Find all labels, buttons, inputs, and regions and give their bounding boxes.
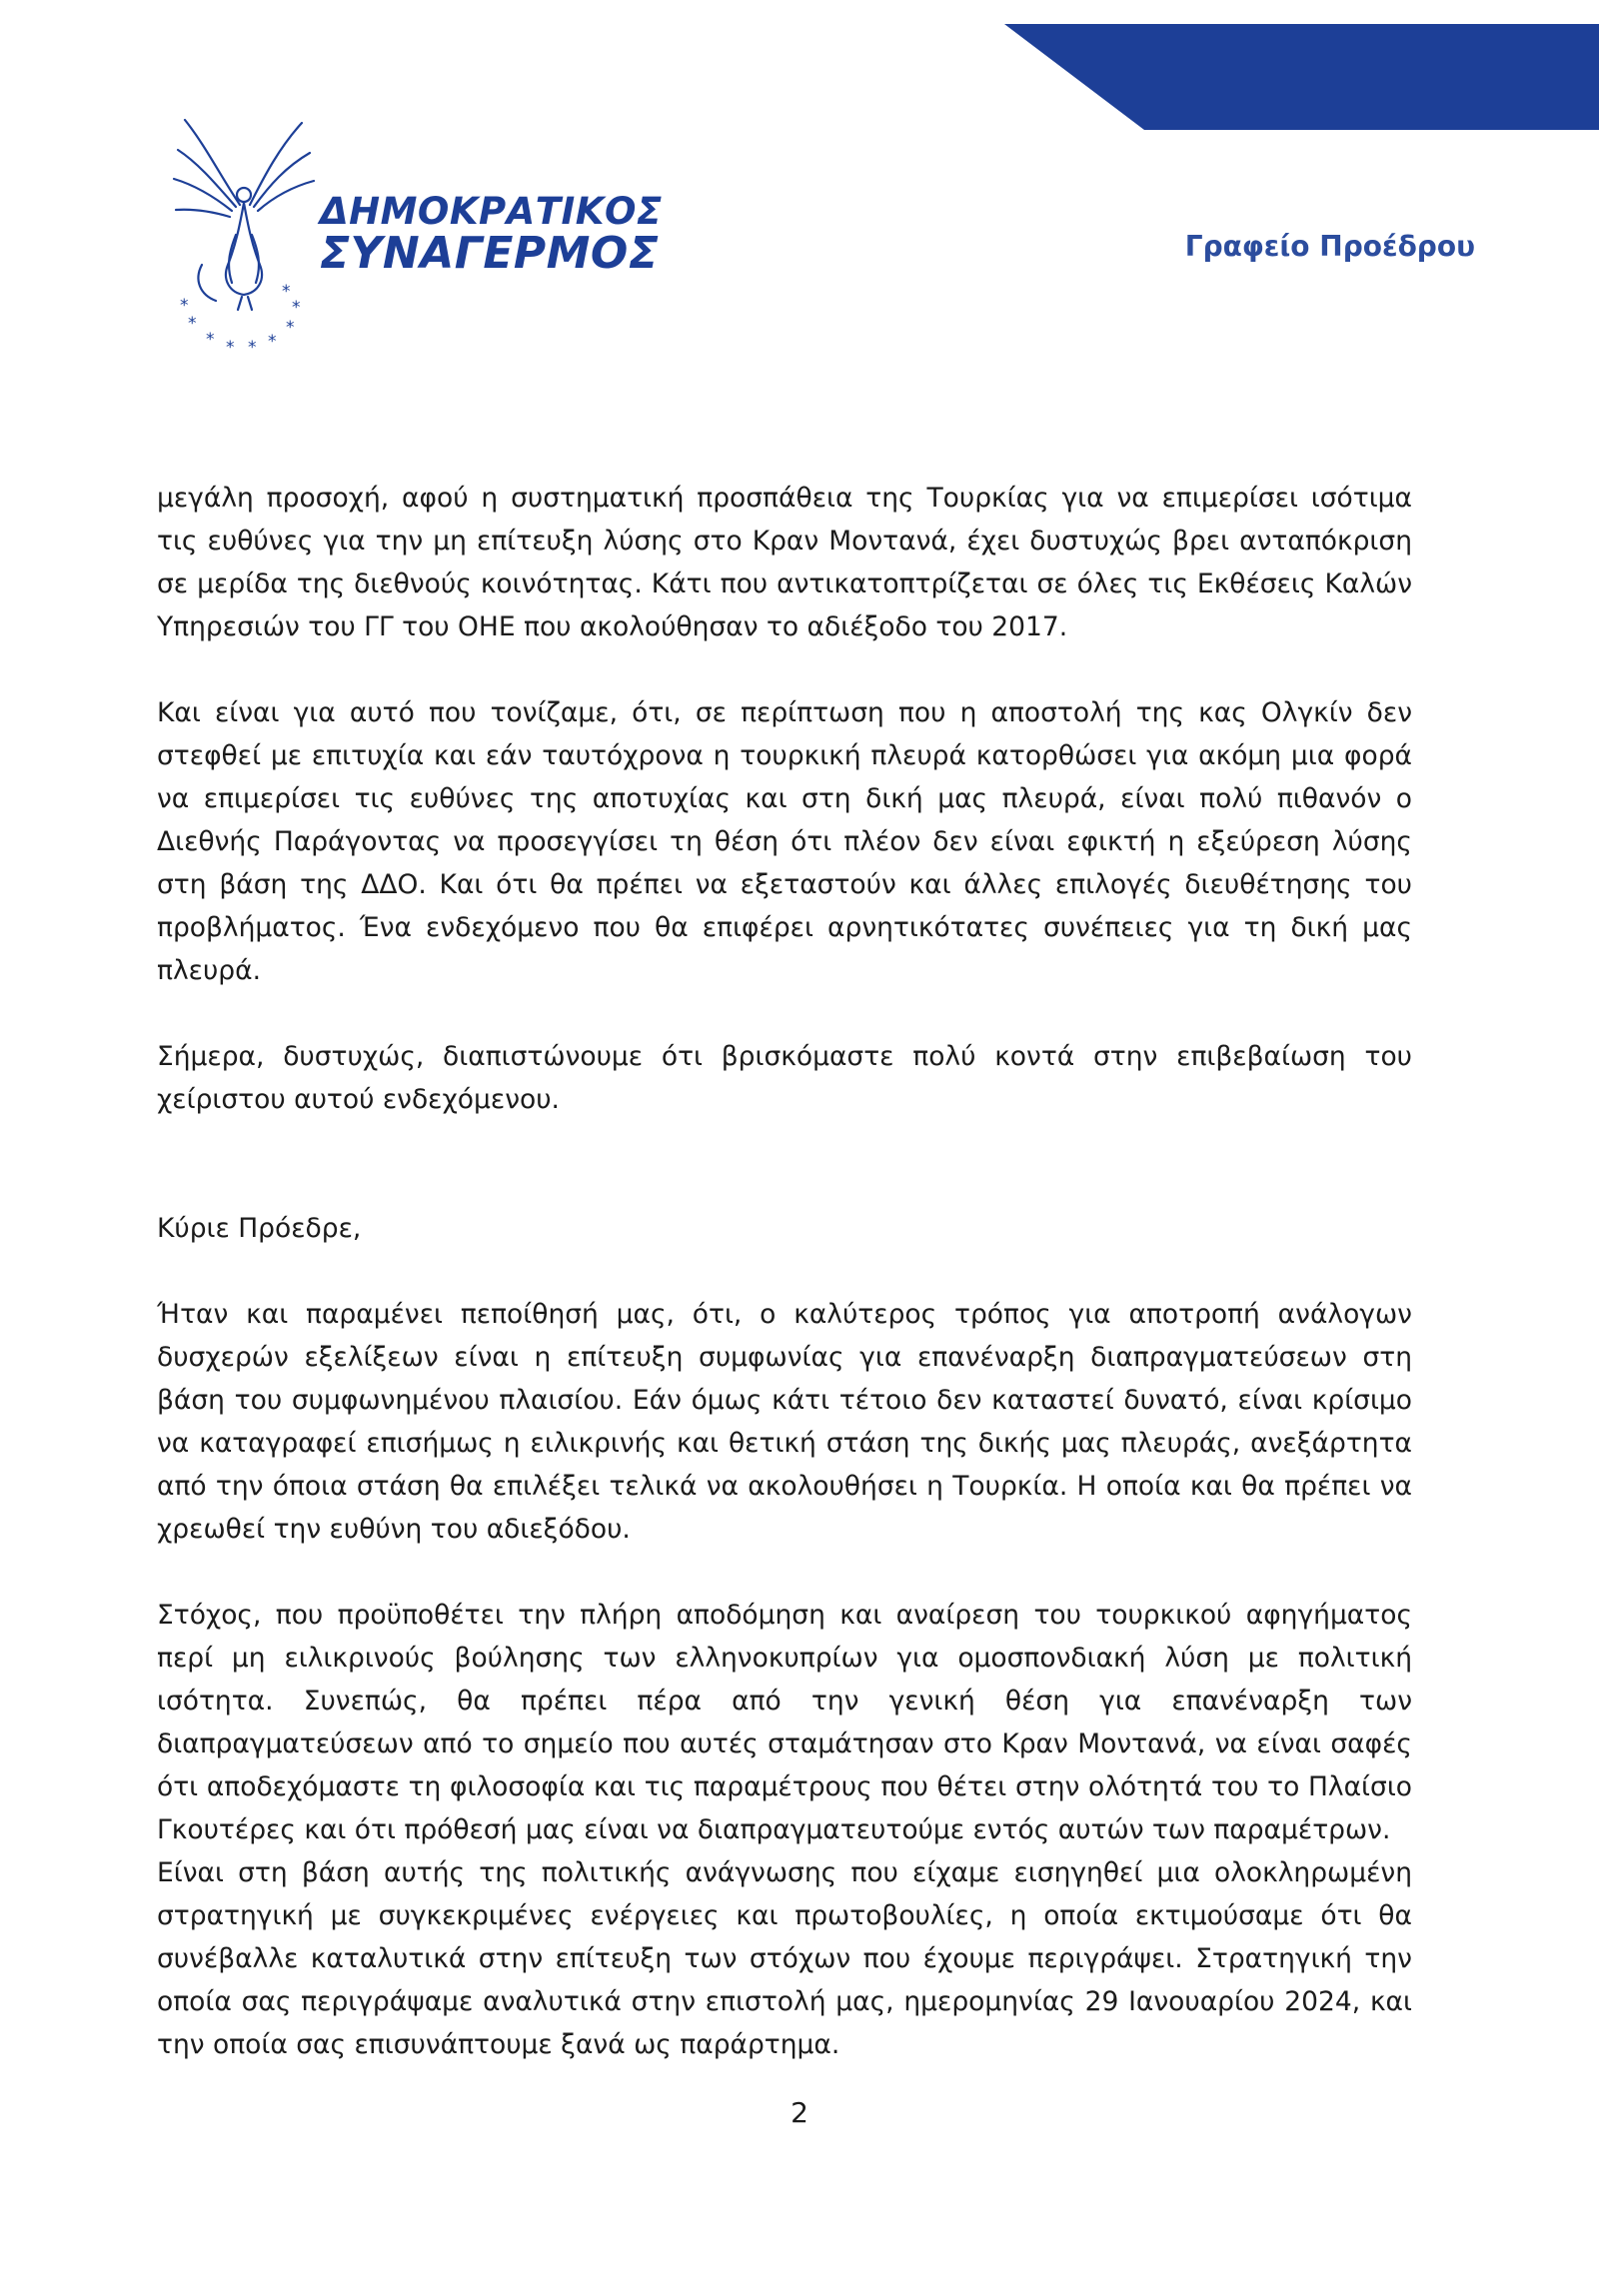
svg-text:*: * [180,296,189,316]
svg-text:*: * [286,318,295,338]
paragraph: Σήμερα, δυστυχώς, διαπιστώνουμε ότι βρισκόμαστε πολύ κοντά στην επιβεβαίωση του χείριστου αυτού ενδεχόμενου. [157,1041,1412,1115]
winged-victory-emblem-icon [170,115,320,355]
svg-text:*: * [268,332,277,352]
page-number: 2 [791,2096,808,2129]
svg-text:*: * [226,338,235,355]
paragraph: Στόχος, που προϋποθέτει την πλήρη αποδόμηση και αναίρεση του τουρκικού αφηγήματος περί μη ειλικρινούς βούλησης των ελληνοκυπρίων για ομοσπονδιακή λύση με πολιτική ισότητα. Συνεπώς, θα πρέπει πέρα από την γενική θέση για επανέναρξη των διαπραγματεύσεων από το σημείο που αυτές σταμάτησαν στο Κραν Μοντανά, να είναι σαφές ότι αποδεχόμαστε τη φιλοσοφία και τις παραμέτρους που θέτει στην ολότητά του το Πλαίσιο Γκουτέρες και ότι πρόθεσή μας είναι να διαπραγματευτούμε εντός αυτών των παραμέτρων. [157,1600,1412,1845]
party-name [320,190,663,279]
svg-text:*: * [188,314,197,334]
party-name-line1: ΔΗΜΟΚΡΑΤΙΚΟΣ [320,190,663,233]
party-logo [170,115,663,355]
paragraph: Είναι στη βάση αυτής της πολιτικής ανάγνωσης που είχαμε εισηγηθεί μια ολοκληρωμένη στρατηγική με συγκεκριμένες ενέργειες και πρωτοβουλίες, η οποία εκτιμούσαμε ότι θα συνέβαλλε καταλυτικά στην επίτευξη των στόχων που έχουμε περιγράψει. Στρατηγική την οποία σας περιγράψαμε αναλυτικά στην επιστολή μας, ημερομηνίας 29 Ιανουαρίου 2024, και την οποία σας επισυνάπτουμε ξανά ως παράρτημα. [157,1857,1412,2060]
paragraph: μεγάλη προσοχή, αφού η συστηματική προσπάθεια της Τουρκίας για να επιμερίσει ισότιμα τις ευθύνες για την μη επίτευξη λύσης στο Κραν Μοντανά, έχει δυστυχώς βρει ανταπόκριση σε μερίδα της διεθνούς κοινότητας. Κάτι που αντικατοπτρίζεται σε όλες τις Εκθέσεις Καλών Υπηρεσιών του ΓΓ του ΟΗΕ που ακολούθησαν το αδιέξοδο του 2017. [157,483,1412,642]
salutation: Κύριε Πρόεδρε, [157,1213,362,1244]
svg-text:*: * [248,338,257,355]
party-name-line2: ΣΥΝΑΓΕΡΜΟΣ [320,228,660,279]
svg-text:*: * [282,282,291,302]
letter-body [157,477,1412,2066]
svg-text:*: * [206,330,215,350]
svg-text:*: * [292,298,301,318]
paragraph: Και είναι για αυτό που τονίζαμε, ότι, σε περίπτωση που η αποστολή της κας Ολγκίν δεν στεφθεί με επιτυχία και εάν ταυτόχρονα η τουρκική πλευρά κατορθώσει για ακόμη μια φορά να επιμερίσει τις ευθύνες της αποτυχίας και στη δική μας πλευρά, είναι πολύ πιθανόν ο Διεθνής Παράγοντας να προσεγγίσει τη θέση ότι πλέον δεν είναι εφικτή η εξεύρεση λύσης στη βάση της ΔΔΟ. Και ότι θα πρέπει να εξεταστούν και άλλες επιλογές διευθέτησης του προβλήματος. Ένα ενδεχόμενο που θα επιφέρει αρνητικότατες συνέπειες για τη δική μας πλευρά. [157,697,1412,986]
office-title: Γραφείο Προέδρου [1184,230,1475,263]
paragraph: Ήταν και παραμένει πεποίθησή μας, ότι, ο καλύτερος τρόπος για αποτροπή ανάλογων δυσχερών εξελίξεων είναι η επίτευξη συμφωνίας για επανέναρξη διαπραγματεύσεων στη βάση του συμφωνημένου πλαισίου. Εάν όμως κάτι τέτοιο δεν καταστεί δυνατό, είναι κρίσιμο να καταγραφεί επισήμως η ειλικρινής και θετική στάση της δικής μας πλευράς, ανεξάρτητα από την όποια στάση θα επιλέξει τελικά να ακολουθήσει η Τουρκία. Η οποία και θα πρέπει να χρεωθεί την ευθύνη του αδιεξόδου. [157,1299,1412,1545]
